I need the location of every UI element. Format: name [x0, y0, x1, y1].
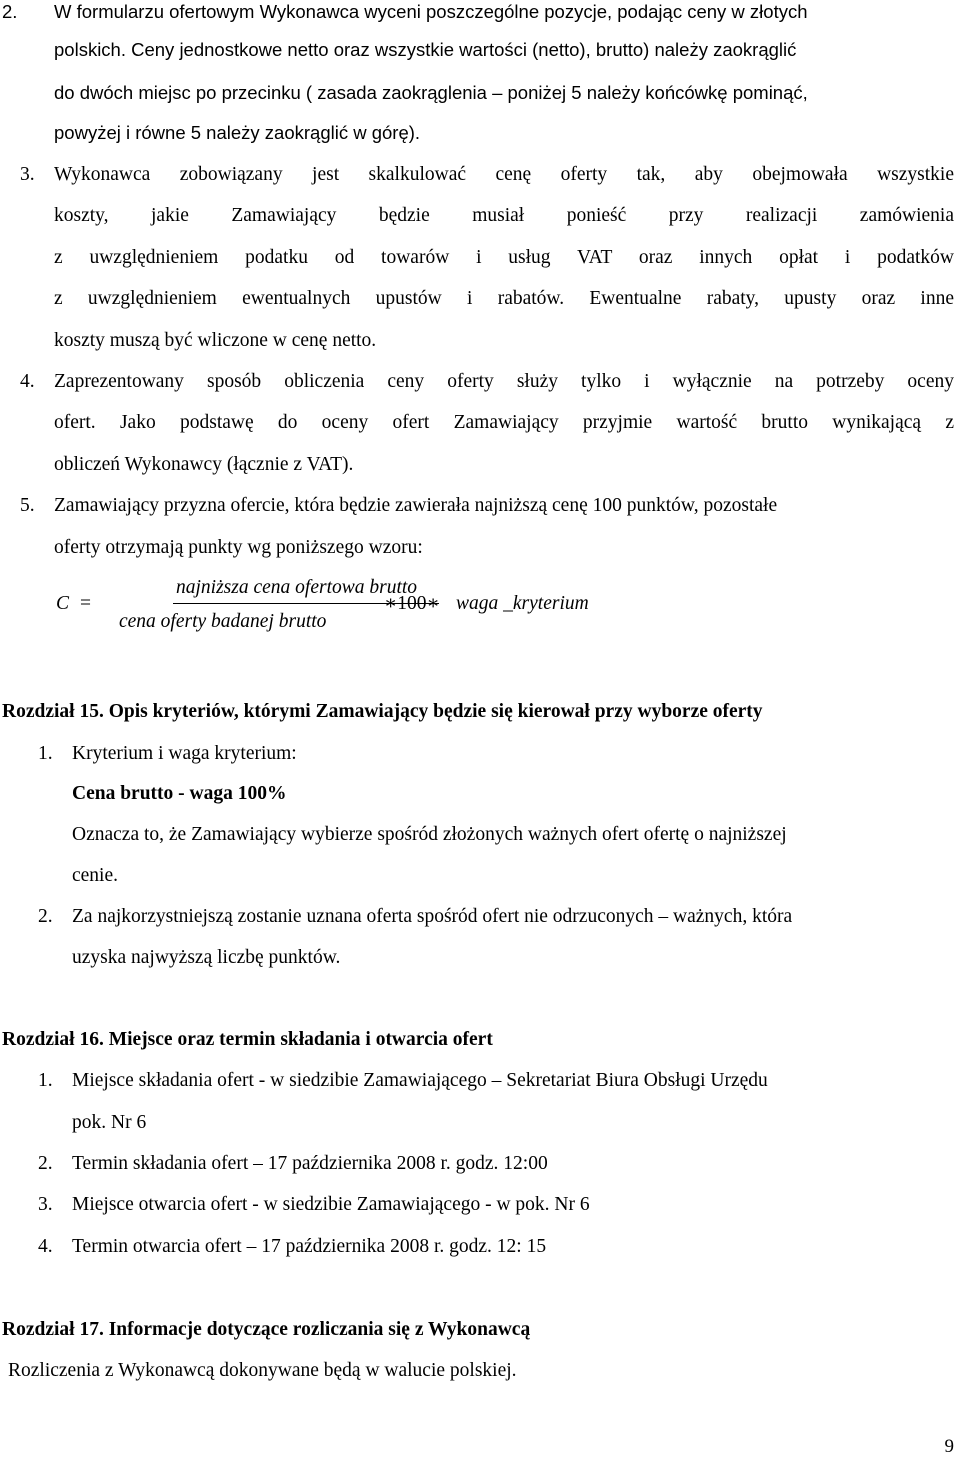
paragraph-line: oferty otrzymają punkty wg poniższego wzoru:	[54, 537, 423, 558]
formula-equals: =	[80, 593, 91, 614]
item-number: 1.	[38, 1070, 53, 1091]
paragraph-line: Termin otwarcia ofert – 17 października 2008 r. godz. 12: 15	[72, 1236, 547, 1257]
paragraph-line: koszty, jakie Zamawiający będzie musiał ponieść przy realizacji zamówienia	[54, 205, 954, 226]
paragraph-line: Oznacza to, że Zamawiający wybierze spośród złożonych ważnych ofert ofertę o najniższej	[72, 824, 787, 845]
paragraph-line: Zamawiający przyzna ofercie, która będzie zawierała najniższą cenę 100 punktów, pozostałe	[54, 495, 778, 516]
item-number: 2.	[2, 1, 18, 22]
paragraph-line: Zaprezentowany sposób obliczenia ceny oferty służy tylko i wyłącznie na potrzeby oceny	[54, 371, 954, 392]
paragraph-line: Kryterium i waga kryterium:	[72, 743, 297, 764]
score-formula	[56, 575, 656, 635]
page-number: 9	[944, 1436, 954, 1457]
item-number: 5.	[20, 495, 35, 516]
paragraph-line: ofert. Jako podstawę do oceny ofert Zamawiający przyjmie wartość brutto wynikającą z	[54, 412, 954, 433]
section-heading: Rozdział 15. Opis kryteriów, którymi Zamawiający będzie się kierował przy wyborze oferty	[2, 701, 763, 722]
item-number: 1.	[38, 743, 53, 764]
formula-lhs: C	[56, 593, 70, 614]
formula-numerator: najniższa cena ofertowa brutto	[176, 577, 418, 598]
item-number: 4.	[20, 371, 35, 392]
paragraph-line: Miejsce otwarcia ofert - w siedzibie Zamawiającego - w pok. Nr 6	[72, 1194, 590, 1215]
item-number: 2.	[38, 906, 53, 927]
paragraph-line: koszty muszą być wliczone w cenę netto.	[54, 330, 377, 351]
formula-denominator: cena oferty badanej brutto	[119, 611, 327, 632]
paragraph-line: Termin składania ofert – 17 października 2008 r. godz. 12:00	[72, 1153, 548, 1174]
formula-multiplier: ∗100∗	[384, 593, 440, 614]
item-number: 3.	[20, 164, 35, 185]
paragraph-line: pok. Nr 6	[72, 1112, 147, 1133]
paragraph-line: Wykonawca zobowiązany jest skalkulować cenę oferty tak, aby obejmowała wszystkie	[54, 164, 954, 185]
paragraph-line: obliczeń Wykonawcy (łącznie z VAT).	[54, 454, 354, 475]
paragraph-line: cenie.	[72, 865, 119, 886]
paragraph-line: polskich. Ceny jednostkowe netto oraz wszystkie wartości (netto), brutto) należy zaokrąglić	[54, 39, 797, 60]
item-number: 2.	[38, 1153, 53, 1174]
criterion-label: Cena brutto - waga 100%	[72, 783, 287, 804]
paragraph-line: Za najkorzystniejszą zostanie uznana oferta spośród ofert nie odrzuconych – ważnych, która	[72, 906, 793, 927]
paragraph-line: W formularzu ofertowym Wykonawca wyceni poszczególne pozycje, podając ceny w złotych	[54, 1, 808, 22]
paragraph-line: Rozliczenia z Wykonawcą dokonywane będą w walucie polskiej.	[8, 1360, 517, 1381]
item-number: 4.	[38, 1236, 53, 1257]
paragraph-line: do dwóch miejsc po przecinku ( zasada zaokrąglenia – poniżej 5 należy końcówkę pominąć,	[54, 82, 808, 103]
paragraph-line: z uwzględnieniem ewentualnych upustów i rabatów. Ewentualne rabaty, upusty oraz inne	[54, 288, 954, 309]
paragraph-line: Miejsce składania ofert - w siedzibie Zamawiającego – Sekretariat Biura Obsługi Urzędu	[72, 1070, 768, 1091]
section-heading: Rozdział 17. Informacje dotyczące rozliczania się z Wykonawcą	[2, 1319, 531, 1340]
item-number: 3.	[38, 1194, 53, 1215]
section-heading: Rozdział 16. Miejsce oraz termin składania i otwarcia ofert	[2, 1029, 493, 1050]
paragraph-line: powyżej i równe 5 należy zaokrąglić w górę).	[54, 122, 421, 143]
formula-rhs: waga _kryterium	[456, 593, 589, 614]
paragraph-line: z uwzględnieniem podatku od towarów i usług VAT oraz innych opłat i podatków	[54, 247, 954, 268]
paragraph-line: uzyska najwyższą liczbę punktów.	[72, 947, 341, 968]
